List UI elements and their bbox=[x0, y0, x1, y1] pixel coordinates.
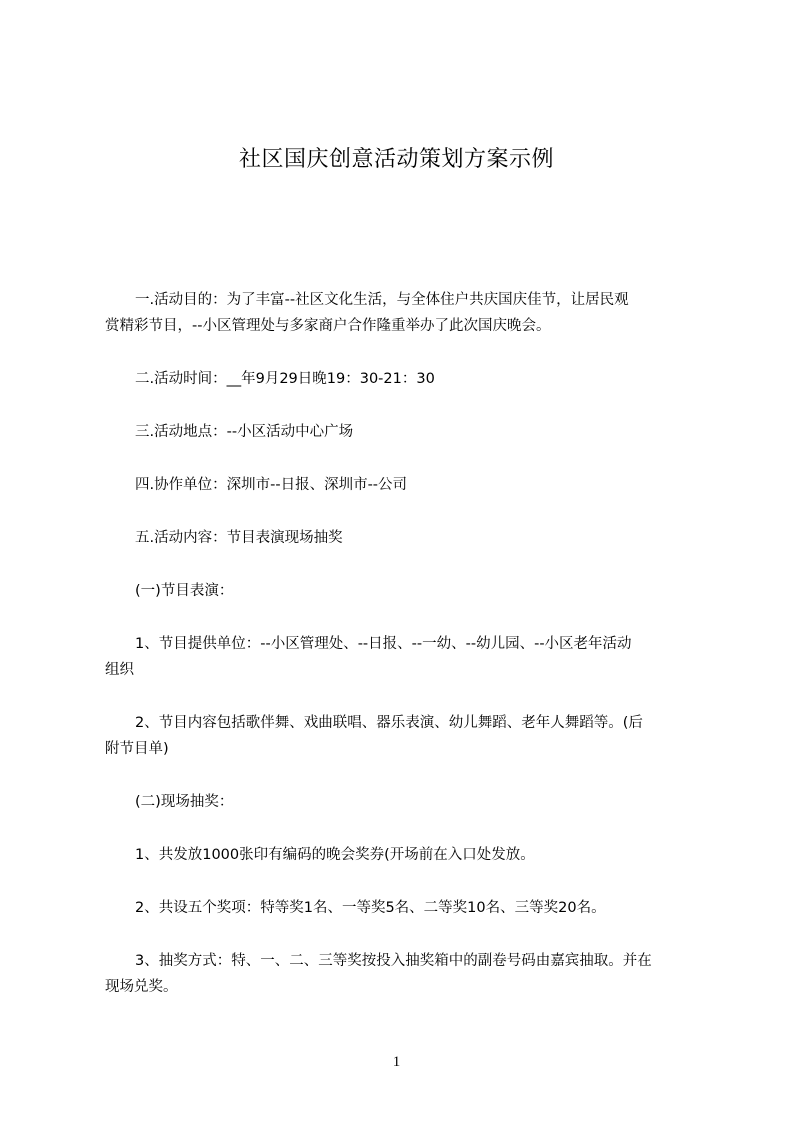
paragraph-location bbox=[105, 419, 717, 445]
paragraph-lottery-prizes bbox=[105, 895, 717, 921]
paragraph-performance-content bbox=[105, 710, 717, 762]
paragraph-line: 附节目单) bbox=[105, 741, 169, 757]
page-number: 1 bbox=[392, 1054, 401, 1070]
paragraph-line: 3、抽奖方式：特、一、二、三等奖按投入抽奖箱中的副卷号码由嘉宾抽取。并在 bbox=[135, 953, 652, 969]
paragraph-line: 组织 bbox=[105, 662, 134, 678]
paragraph-performance-providers bbox=[105, 631, 717, 683]
paragraph-lottery-heading bbox=[105, 789, 717, 815]
paragraph-lottery-method bbox=[105, 948, 717, 1000]
paragraph-line: (一)节目表演： bbox=[135, 583, 234, 599]
paragraph-line: 三.活动地点：--小区活动中心广场 bbox=[135, 424, 354, 440]
paragraph-line: 现场兑奖。 bbox=[105, 979, 178, 995]
paragraph-line: 1、共发放1000张印有编码的晚会奖券(开场前在入口处发放。 bbox=[135, 847, 535, 863]
paragraph-line: 赏精彩节目，--小区管理处与多家商户合作隆重举办了此次国庆晚会。 bbox=[105, 318, 551, 334]
paragraph-line: (二)现场抽奖： bbox=[135, 794, 234, 810]
paragraph-performance-heading bbox=[105, 578, 717, 604]
paragraph-partners bbox=[105, 472, 717, 498]
document-body bbox=[105, 287, 717, 1000]
paragraph-purpose bbox=[105, 287, 717, 339]
paragraph-line: 一.活动目的：为了丰富--社区文化生活，与全体住户共庆国庆佳节，让居民观 bbox=[135, 292, 629, 308]
paragraph-line: 五.活动内容：节目表演现场抽奖 bbox=[135, 530, 343, 546]
paragraph-line: 2、节目内容包括歌伴舞、戏曲联唱、器乐表演、幼儿舞蹈、老年人舞蹈等。(后 bbox=[135, 715, 643, 731]
document-title: 社区国庆创意活动策划方案示例 bbox=[238, 147, 554, 172]
paragraph-content bbox=[105, 525, 717, 551]
paragraph-lottery-tickets bbox=[105, 842, 717, 868]
paragraph-line: 1、节目提供单位：--小区管理处、--日报、--一幼、--幼儿园、--小区老年活动 bbox=[135, 636, 632, 652]
paragraph-time bbox=[105, 366, 717, 392]
paragraph-line: 四.协作单位：深圳市--日报、深圳市--公司 bbox=[135, 477, 408, 493]
paragraph-line: 二.活动时间：__年9月29日晚19：30-21：30 bbox=[135, 371, 435, 387]
paragraph-line: 2、共设五个奖项：特等奖1名、一等奖5名、二等奖10名、三等奖20名。 bbox=[135, 900, 606, 916]
